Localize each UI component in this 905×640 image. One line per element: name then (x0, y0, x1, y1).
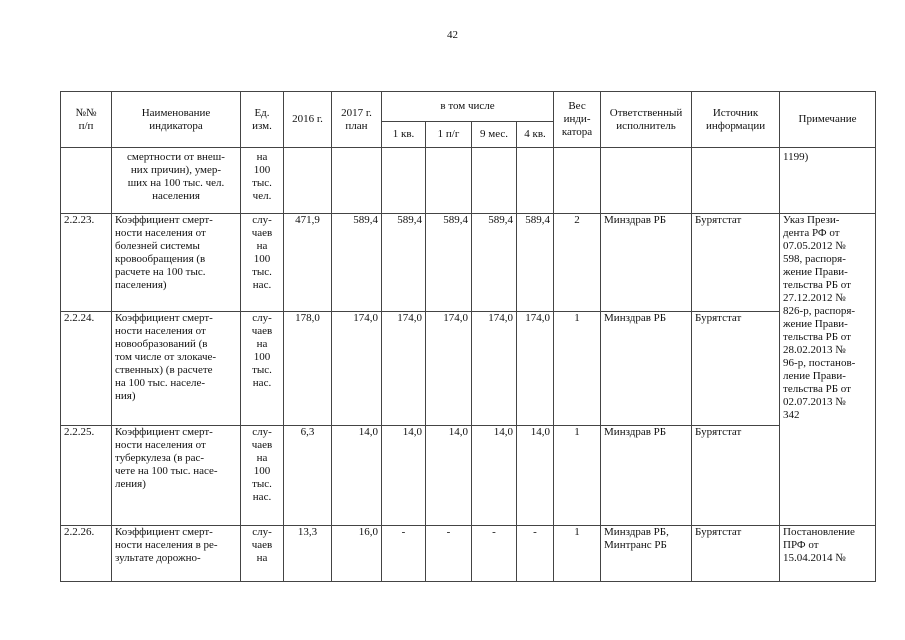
cell-h1: 589,4 (426, 214, 472, 312)
cell-source: Бурятстат (692, 214, 780, 312)
header-responsible: Ответственный исполнитель (601, 92, 692, 148)
cell-q1: 174,0 (382, 312, 426, 426)
cell-num (61, 148, 112, 214)
cell-note: 1199) (780, 148, 876, 214)
cell-name: Коэффициент смерт- ности населения от новообразований (в том числе от злокаче- ственных) (в расчете на 100 тыс. населе- ния) (112, 312, 241, 426)
cell-weight: 1 (554, 426, 601, 526)
cell-name: Коэффициент смерт- ности населения в ре- зультате дорожно- (112, 526, 241, 582)
cell-2016: 471,9 (284, 214, 332, 312)
cell-9m: 174,0 (472, 312, 517, 426)
cell-weight: 2 (554, 214, 601, 312)
cell-num: 2.2.25. (61, 426, 112, 526)
cell-responsible (601, 148, 692, 214)
cell-unit: слу- чаев на (241, 526, 284, 582)
cell-source: Бурятстат (692, 312, 780, 426)
cell-responsible: Минздрав РБ (601, 214, 692, 312)
cell-weight: 1 (554, 526, 601, 582)
cell-2017 (332, 148, 382, 214)
cell-h1: 174,0 (426, 312, 472, 426)
cell-h1 (426, 148, 472, 214)
header-q1: 1 кв. (382, 122, 426, 148)
cell-responsible: Минздрав РБ, Минтранс РБ (601, 526, 692, 582)
cell-9m (472, 148, 517, 214)
cell-note: Постановление ПРФ от 15.04.2014 № (780, 526, 876, 582)
cell-source: Бурятстат (692, 526, 780, 582)
table-row (61, 426, 876, 526)
table-row-continuation (61, 148, 876, 214)
header-note: Примечание (780, 92, 876, 148)
cell-name: смертности от внеш- них причин), умер- ших на 100 тыс. чел. населения (112, 148, 241, 214)
cell-responsible: Минздрав РБ (601, 426, 692, 526)
cell-source (692, 148, 780, 214)
table-row (61, 214, 876, 312)
cell-name: Коэффициент смерт- ности населения от туберкулеза (в рас- чете на 100 тыс. насе- ления) (112, 426, 241, 526)
cell-q4: 14,0 (517, 426, 554, 526)
cell-2016 (284, 148, 332, 214)
cell-9m: 589,4 (472, 214, 517, 312)
indicators-table (60, 91, 876, 582)
cell-h1: 14,0 (426, 426, 472, 526)
cell-unit: слу- чаев на 100 тыс. нас. (241, 214, 284, 312)
cell-responsible: Минздрав РБ (601, 312, 692, 426)
header-q4: 4 кв. (517, 122, 554, 148)
page-number: 42 (447, 29, 458, 41)
cell-2017: 174,0 (332, 312, 382, 426)
cell-q1: 589,4 (382, 214, 426, 312)
cell-2016: 6,3 (284, 426, 332, 526)
header-2016: 2016 г. (284, 92, 332, 148)
cell-unit: на 100 тыс. чел. (241, 148, 284, 214)
cell-2017: 14,0 (332, 426, 382, 526)
cell-q1: 14,0 (382, 426, 426, 526)
table-row (61, 526, 876, 582)
cell-name: Коэффициент смерт- ности населения от болезней системы кровообращения (в расчете на 100 тыс. паселения) (112, 214, 241, 312)
cell-source: Бурятстат (692, 426, 780, 526)
cell-2016: 13,3 (284, 526, 332, 582)
cell-q1 (382, 148, 426, 214)
cell-9m: - (472, 526, 517, 582)
header-source: Источник информации (692, 92, 780, 148)
table-row (61, 312, 876, 426)
cell-unit: слу- чаев на 100 тыс. нас. (241, 426, 284, 526)
cell-num: 2.2.26. (61, 526, 112, 582)
header-num: №№ п/п (61, 92, 112, 148)
header-including: в том числе (382, 92, 554, 122)
header-unit: Ед. изм. (241, 92, 284, 148)
cell-2016: 178,0 (284, 312, 332, 426)
cell-q4: 589,4 (517, 214, 554, 312)
cell-note-shared: Указ Прези- дента РФ от 07.05.2012 № 598, распоря- жение Прави- тельства РБ от 27.12.2012 № 826-р, распоря- жение Прави- тельства РБ от 28.02.2013 № 96-р, постанов- ление Прави- тельства РБ от 02.07.2013 № 342 (780, 214, 876, 526)
header-9m: 9 мес. (472, 122, 517, 148)
cell-2017: 16,0 (332, 526, 382, 582)
cell-weight: 1 (554, 312, 601, 426)
cell-q4: 174,0 (517, 312, 554, 426)
header-h1: 1 п/г (426, 122, 472, 148)
cell-q4 (517, 148, 554, 214)
header-2017-plan: 2017 г. план (332, 92, 382, 148)
header-name: Наименование индикатора (112, 92, 241, 148)
cell-h1: - (426, 526, 472, 582)
cell-q4: - (517, 526, 554, 582)
cell-weight (554, 148, 601, 214)
cell-unit: слу- чаев на 100 тыс. нас. (241, 312, 284, 426)
cell-num: 2.2.24. (61, 312, 112, 426)
header-weight: Вес инди- катора (554, 92, 601, 148)
cell-9m: 14,0 (472, 426, 517, 526)
cell-num: 2.2.23. (61, 214, 112, 312)
cell-q1: - (382, 526, 426, 582)
cell-2017: 589,4 (332, 214, 382, 312)
